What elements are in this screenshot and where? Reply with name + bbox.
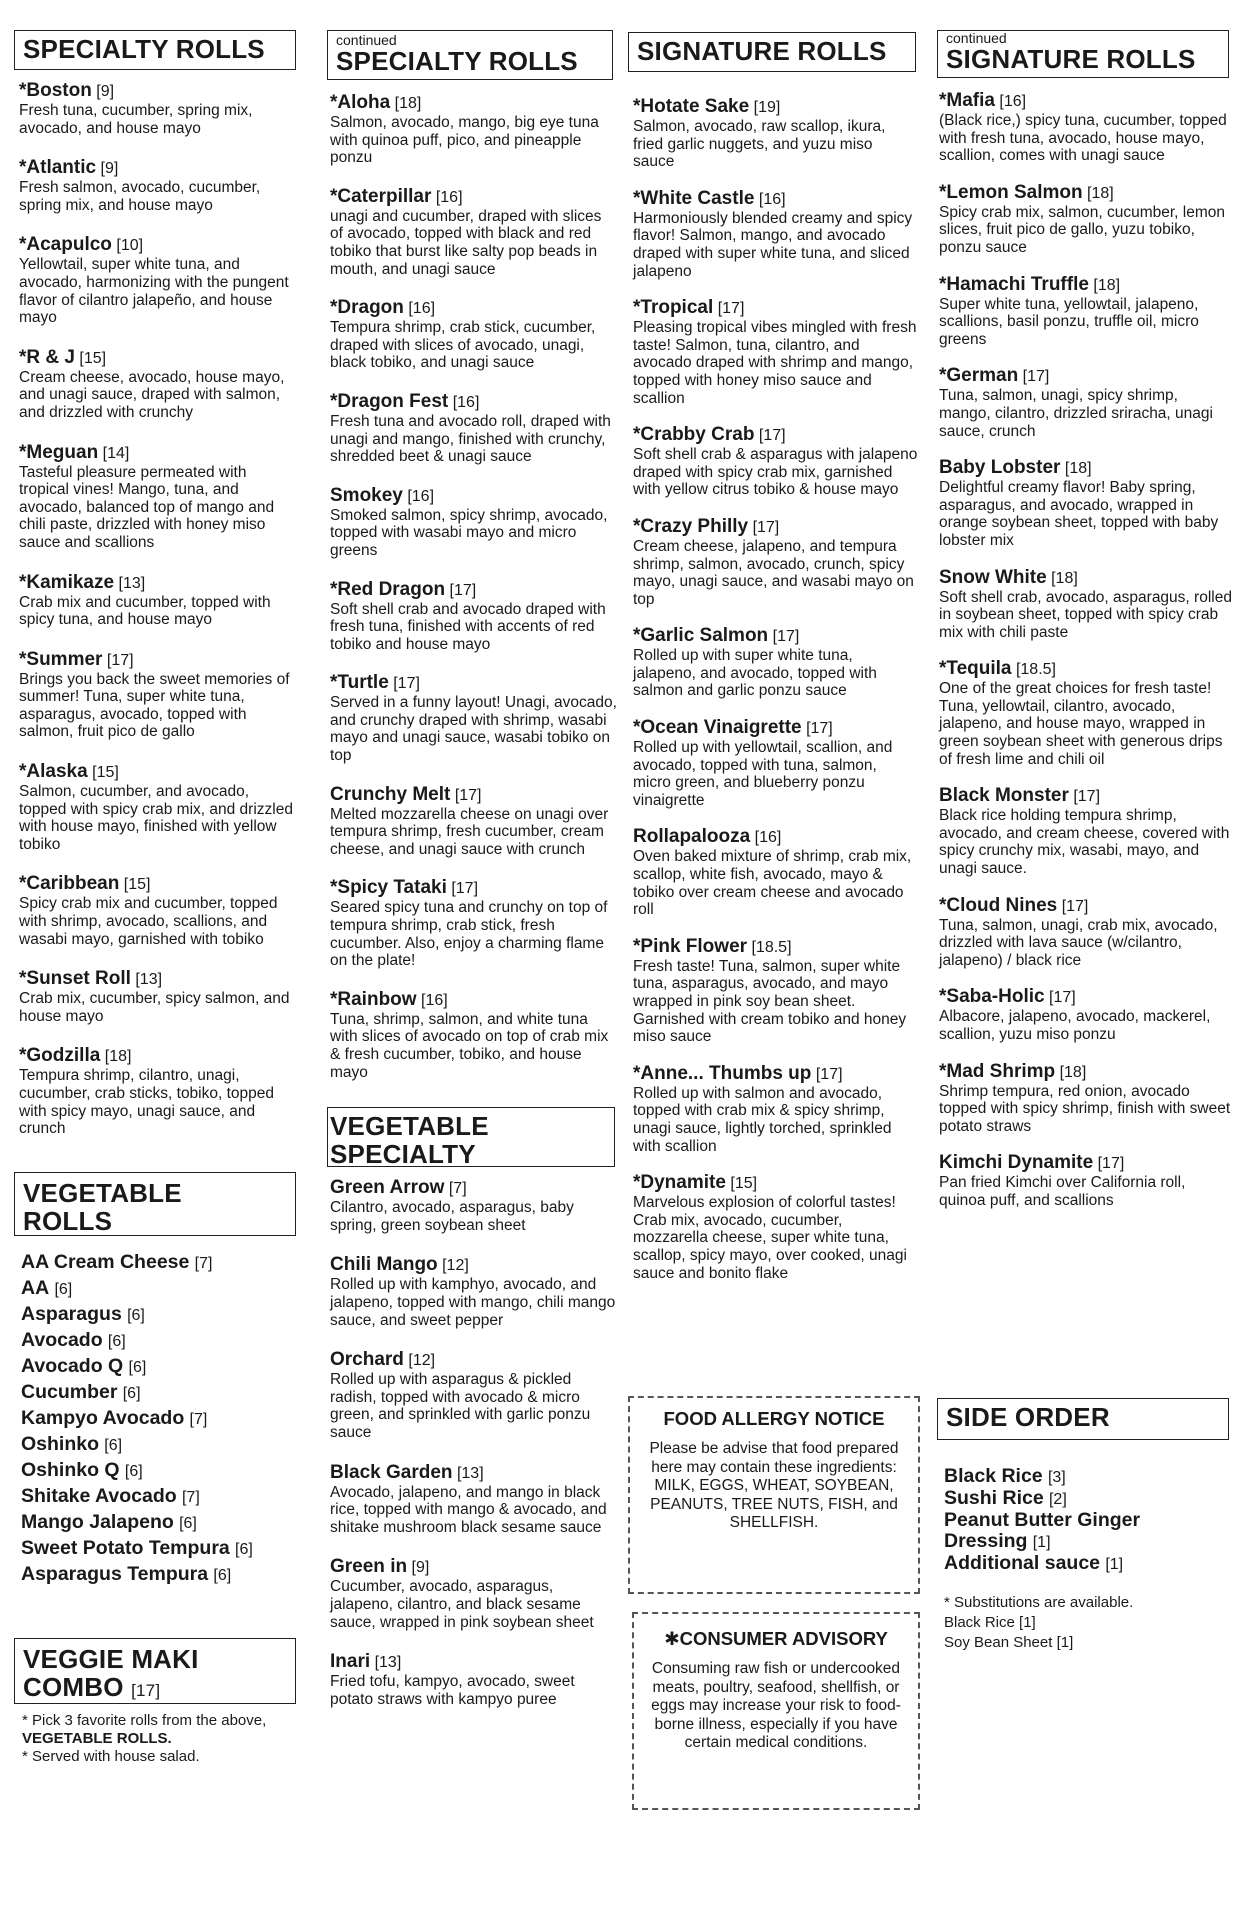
item-price: [17] [1049,989,1076,1007]
menu-item [21,1458,299,1484]
item-description: Delightful creamy flavor! Baby spring, asparagus, and avocado, wrapped in orange soybean sheet, topped with baby lobster mix [939,479,1219,549]
item-description: Salmon, avocado, raw scallop, ikura, fried garlic nuggets, and yuzu miso sauce [633,118,886,171]
item-name: Orchard [330,1349,404,1371]
item-description: Pleasing tropical vibes mingled with fresh taste! Salmon, tuna, cilantro, and avocado draped with shrimp and mango, topped with honey miso sauce and scallion [633,319,917,407]
item-name: *Hamachi Truffle [939,273,1089,295]
item-name: *Crabby Crab [633,424,755,446]
item-description: Salmon, avocado, mango, big eye tuna with quinoa puff, pico, and pineapple ponzu [330,114,599,167]
item-price: [17] [106,651,134,669]
item-price: [16] [407,487,435,505]
item-description: Salmon, cucumber, and avocado, topped with spicy crab mix, and drizzled with house mayo, finished with yellow tobiko [19,783,293,853]
item-name: *Meguan [19,441,99,463]
advisory-text: Consuming raw fish or undercooked meats, poultry, seafood, shellfish, or eggs may increase your risk to food-borne illness, especially if you have certain medical conditions. [651,1660,901,1751]
item-price: [17] [752,518,780,536]
item-name: Oshinko Q [21,1458,120,1481]
item-name: Green Arrow [330,1177,445,1199]
item-name: Black Garden [330,1461,453,1483]
item-description: Oven baked mixture of shrimp, crab mix, scallop, white fish, avocado, mayo & tobiko over cream cheese and avocado roll [633,848,912,919]
menu-item [330,989,617,1081]
item-price: [15] [92,764,119,782]
menu-item [944,1488,1194,1510]
item-description: Super white tuna, yellowtail, jalapeno, scallions, basil ponzu, truffle oil, micro greens [939,295,1199,348]
item-price: [17] [772,628,800,646]
item-name: Kimchi Dynamite [939,1152,1094,1174]
item-description: Spicy crab mix, salmon, cucumber, lemon slices, fruit pico de gallo, yuzu tobiko, ponzu sauce [939,203,1225,256]
item-description: One of the great choices for fresh taste! Tuna, yellowtail, cilantro, avocado, jalapeno, and house mayo, wrapped in green soybean sheet with generous drips of fresh lime and chili oil [939,680,1223,768]
item-description: Fresh taste! Tuna, salmon, super white tuna, asparagus, avocado, and mayo wrapped in pink soy bean sheet. Garnished with cream tobiko and honey miso sauce [633,957,907,1046]
item-description: Fried tofu, kampyo, avocado, sweet potato straws with kampyo puree [330,1673,575,1708]
specialty-rolls-header [14,30,296,70]
item-price: [7] [181,1488,200,1506]
menu-item [21,1432,299,1458]
menu-item [19,968,299,1025]
item-price: [16] [435,188,463,206]
item-price: [6] [235,1540,253,1558]
item-price: [13] [118,574,146,592]
item-name: *Mafia [939,90,995,111]
combo-notes [14,1712,299,1766]
combo-note: * Served with house salad. [22,1747,200,1765]
item-name: *Hotate Sake [633,96,750,117]
item-name: *White Castle [633,187,755,209]
vegetable-specialty-header [327,1107,615,1170]
item-description: Fresh tuna and avocado roll, draped with unagi and mango, finished with crunchy, shredded beet & unagi sauce [330,412,611,466]
menu-item [939,1152,1233,1209]
menu-item [19,761,299,853]
item-description: Served in a funny layout! Unagi, avocado, and crunchy draped with shrimp, wasabi mayo and unagi sauce, wasabi tobiko on top [330,694,617,765]
item-price: [9] [100,160,119,178]
menu-item [19,649,299,741]
item-description: Cilantro, avocado, asparagus, baby spring, green soybean sheet [330,1199,574,1234]
item-description: Rolled up with kamphyo, avocado, and jalapeno, topped with mango, chili mango sauce, and sweet pepper [330,1276,616,1329]
item-price: [7] [194,1254,213,1272]
item-description: Soft shell crab, avocado, asparagus, rolled in soybean sheet, topped with spicy crab mix with chili paste [939,588,1232,641]
menu-item [944,1553,1194,1575]
consumer-advisory [632,1612,920,1810]
item-price: [6] [179,1514,197,1532]
continued-label: continued [336,32,397,48]
vegetable-rolls-header [14,1172,296,1236]
item-description: Crab mix and cucumber, topped with spicy tuna, and house mayo [19,593,271,629]
item-name: Inari [330,1651,371,1673]
menu-item [330,186,617,278]
item-price: [6] [213,1566,232,1584]
menu-item [939,274,1233,349]
item-name: Peanut Butter Ginger Dressing [944,1509,1141,1552]
menu-item [330,1651,617,1708]
item-description: Seared spicy tuna and crunchy on top of tempura shrimp, crab stick, fresh cucumber. Also, enjoy a charming flame on the plate! [330,899,608,970]
item-name: *Godzilla [19,1045,101,1067]
menu-item [330,391,617,466]
item-description: Shrimp tempura, red onion, avocado topped with spicy shrimp, finish with sweet potato straws [939,1082,1231,1135]
item-price: [17] [758,427,786,445]
column-4 [937,30,1233,1227]
item-price: [12] [442,1257,469,1275]
item-name: *Red Dragon [330,578,446,600]
item-description: Marvelous explosion of colorful tastes! Crab mix, avocado, cucumber, mozzarella cheese, super white tuna, scallop, spicy mayo, over cooked, unagi sauce and bonito flake [633,1194,907,1282]
item-name: Sweet Potato Tempura [21,1536,230,1559]
menu-item [633,826,918,918]
specialty-rolls-continued-header [327,30,613,80]
item-price: [7] [189,1410,208,1428]
item-name: Asparagus [21,1302,122,1325]
menu-item [939,365,1233,440]
item-description: Harmoniously blended creamy and spicy flavor! Salmon, mango, and avocado draped with super white tuna, and sliced jalapeno [633,209,913,280]
item-price: [19] [753,99,781,116]
item-name: *Mad Shrimp [939,1060,1056,1082]
menu-item [19,442,299,552]
menu-item [939,658,1233,768]
item-description: Rolled up with salmon and avocado, topped with crab mix & spicy shrimp, unagi sauce, lightly torched, sprinkled with scallion [633,1084,892,1155]
item-name: Oshinko [21,1432,100,1455]
menu-item [330,1462,617,1537]
item-description: Spicy crab mix and cucumber, topped with shrimp, avocado, scallions, and wasabi mayo, garnished with tobiko [19,895,278,948]
item-price: [13] [135,971,163,989]
menu-item [944,1510,1194,1553]
item-name: *Kamikaze [19,571,115,593]
signature-rolls-continued-header [937,30,1229,78]
item-name: Sushi Rice [944,1487,1044,1509]
item-name: *Saba-Holic [939,986,1045,1008]
item-description: Fresh salmon, avocado, cucumber, spring mix, and house mayo [19,179,261,214]
item-price: [9] [96,83,115,100]
item-description: Rolled up with yellowtail, scallion, and avocado, topped with tuna, salmon, micro green, and blueberry ponzu vinaigrette [633,739,893,809]
menu-item [939,986,1233,1043]
item-price: [18.5] [751,938,792,956]
item-name: Avocado Q [21,1354,124,1377]
item-name: *Rainbow [330,988,417,1010]
item-name: AA [21,1276,50,1299]
item-description: Soft shell crab & asparagus with jalapeno draped with spicy crab mix, garnished with yellow citrus tobiko & house mayo [633,446,918,499]
item-price: [15] [79,349,107,367]
item-price: [16] [754,829,782,847]
item-name: *Lemon Salmon [939,181,1083,203]
item-name: *Tequila [939,658,1012,680]
item-name: *Ocean Vinaigrette [633,717,802,739]
signature-rolls-list [937,90,1233,1210]
item-price: [2] [1048,1491,1067,1508]
item-name: *Boston [19,80,92,101]
section-title: SIDE ORDER [946,1402,1110,1432]
menu-item [633,1063,918,1155]
item-price: [6] [122,1384,141,1402]
section-title: SPECIALTY ROLLS [336,46,578,76]
menu-item [330,1349,617,1441]
item-price: [16] [408,300,436,318]
item-description: Tasteful pleasure permeated with tropical vines! Mango, tuna, and avocado, balanced top of mango and chili paste, drizzled with honey miso sauce and scallions [19,463,275,551]
item-price: [18] [1059,1063,1087,1081]
combo-price: [17] [131,1680,161,1700]
item-price: [12] [408,1352,436,1370]
item-description: Crab mix, cucumber, spicy salmon, and house mayo [19,990,290,1025]
item-name: *R & J [19,346,75,368]
item-description: (Black rice,) spicy tuna, cucumber, topped with fresh tuna, avocado, house mayo, scallion, comes with unagi sauce [939,112,1227,165]
menu-item [19,157,299,214]
signature-rolls-header [628,32,916,72]
item-price: [1] [1105,1556,1124,1573]
menu-item [19,572,299,629]
substitution-note: * Substitutions are available. [944,1594,1134,1611]
allergy-text: Please be advise that food prepared here may contain these ingredients: [649,1440,899,1476]
item-name: *Summer [19,648,103,670]
item-name: Avocado [21,1328,103,1351]
menu-item [330,485,617,560]
item-name: *Acapulco [19,234,112,256]
item-description: Tempura shrimp, crab stick, cucumber, draped with slices of avocado, unagi, black tobiko, and unagi sauce [330,319,596,372]
item-description: Pan fried Kimchi over California roll, quinoa puff, and scallions [939,1174,1186,1209]
item-description: Tuna, salmon, unagi, spicy shrimp, mango, cilantro, drizzled sriracha, unagi sauce, crunch [939,387,1213,440]
signature-rolls-list [628,96,918,1282]
section-title: SIGNATURE ROLLS [946,44,1196,74]
menu-item [330,784,617,859]
menu-item [939,895,1233,970]
item-description: Avocado, jalapeno, and mango in black rice, topped with mango & avocado, and shitake mushroom black sesame sauce [330,1483,607,1536]
item-price: [9] [411,1559,430,1577]
item-description: Black rice holding tempura shrimp, avocado, and cream cheese, covered with spicy crunchy mix, wasabi, mayo, and unagi sauce. [939,807,1230,878]
menu-item [939,1061,1233,1136]
item-price: [18] [1087,184,1114,202]
vegetable-specialty-list [327,1177,617,1708]
menu-item [21,1354,299,1380]
item-price: [15] [123,876,151,894]
specialty-rolls-list [327,92,617,1081]
item-price: [6] [107,1332,126,1350]
menu-item [939,182,1233,257]
item-description: Brings you back the sweet memories of summer! Tuna, super white tuna, asparagus, avocado, topped with salmon, fruit pico de gallo [19,670,290,741]
item-name: Chili Mango [330,1254,438,1276]
menu-item [633,424,918,499]
item-price: [18] [394,95,422,112]
item-price: [17] [1022,368,1050,386]
continued-label: continued [946,30,1007,46]
item-name: *Atlantic [19,157,97,179]
item-price: [3] [1047,1469,1066,1486]
item-price: [17] [393,675,420,693]
menu-item [944,1466,1194,1488]
item-price: [1] [1032,1534,1051,1551]
menu-item [21,1510,299,1536]
menu-item [633,188,918,280]
substitution-item: Soy Bean Sheet [1] [944,1634,1074,1651]
item-description: Fresh tuna, cucumber, spring mix, avocado, and house mayo [19,102,253,137]
item-name: Green in [330,1556,408,1578]
menu-item [21,1276,299,1302]
item-description: Tuna, shrimp, salmon, and white tuna with slices of avocado on top of crab mix & fresh cucumber, tobiko, and house mayo [330,1010,609,1081]
combo-note-bold: VEGETABLE ROLLS. [22,1729,172,1747]
item-price: [17] [806,720,833,738]
item-price: [17] [1061,897,1089,915]
menu-item [21,1536,299,1562]
item-description: unagi and cucumber, draped with slices of avocado, topped with black and red tobiko that burst like salty pop beads in mouth, and unagi sauce [330,207,602,278]
menu-item [330,672,617,764]
advisory-title: ✱CONSUMER ADVISORY [664,1628,888,1649]
item-price: [17] [449,581,477,599]
item-name: *Alaska [19,761,88,783]
substitution-item: Black Rice [1] [944,1614,1036,1631]
item-name: *Anne... Thumbs up [633,1062,812,1084]
item-name: *Garlic Salmon [633,625,769,647]
item-name: Asparagus Tempura [21,1562,209,1585]
item-price: [18] [1093,276,1121,294]
menu-item [330,1556,617,1631]
item-price: [6] [124,1462,143,1480]
menu-item [19,234,299,326]
veggie-combo-header [14,1638,296,1704]
side-order-header [937,1398,1229,1440]
specialty-rolls-list [14,80,299,1138]
item-price: [17] [1073,788,1101,806]
menu-item [330,92,617,167]
menu-item [330,1177,617,1234]
item-price: [17] [454,786,482,804]
item-name: Shitake Avocado [21,1484,177,1507]
item-name: Cucumber [21,1380,118,1403]
item-name: Baby Lobster [939,457,1061,479]
menu-item [939,567,1233,642]
menu-item [330,1254,617,1329]
item-price: [18] [1064,460,1092,478]
item-description: Tuna, salmon, unagi, crab mix, avocado, drizzled with lava sauce (w/cilantro, jalapeno) / black rice [939,916,1218,969]
food-allergy-notice [628,1396,920,1594]
item-name: Additional sauce [944,1552,1101,1574]
item-name: *Dragon [330,297,404,319]
item-price: [6] [54,1280,73,1298]
section-title: SPECIALTY ROLLS [23,34,265,64]
item-name: *Cloud Nines [939,894,1058,916]
menu-item [330,297,617,372]
item-name: Snow White [939,566,1047,588]
item-name: *Tropical [633,297,714,319]
item-description: Cream cheese, avocado, house mayo, and unagi sauce, draped with salmon, and drizzled with crunchy [19,368,285,421]
item-name: Mango Jalapeno [21,1510,174,1533]
item-price: [17] [451,880,479,898]
section-title: VEGGIE MAKI COMBO [23,1643,199,1702]
item-name: *Sunset Roll [19,968,131,990]
item-price: [16] [999,93,1027,110]
item-name: *Turtle [330,672,389,694]
menu-item [19,873,299,948]
item-description: Melted mozzarella cheese on unagi over tempura shrimp, fresh cucumber, cream cheese, and unagi sauce with crunch [330,805,609,858]
column-1 [14,30,299,1766]
allergy-list: MILK, EGGS, WHEAT, SOYBEAN, PEANUTS, TREE NUTS, FISH, and SHELLFISH. [650,1477,898,1531]
menu-item [21,1302,299,1328]
item-description: Smoked salmon, spicy shrimp, avocado, topped with wasabi mayo and micro greens [330,506,608,559]
menu-item [330,877,617,969]
item-price: [16] [421,991,448,1009]
item-price: [17] [815,1065,843,1083]
item-name: *Aloha [330,92,391,113]
item-description: Albacore, jalapeno, avocado, mackerel, scallion, yuzu miso ponzu [939,1008,1211,1043]
menu-item [633,1172,918,1282]
menu-item [21,1484,299,1510]
item-price: [16] [452,393,480,411]
item-price: [17] [1097,1155,1125,1173]
item-price: [13] [456,1464,484,1482]
item-name: *Dynamite [633,1172,726,1194]
item-name: *Pink Flower [633,935,748,957]
item-description: Yellowtail, super white tuna, and avocado, harmonizing with the pungent flavor of cilantro jalapeño, and house mayo [19,256,289,327]
menu-item [633,96,918,171]
item-price: [13] [374,1654,402,1672]
menu-item [939,457,1233,549]
item-name: Kampyo Avocado [21,1406,185,1429]
item-name: *Spicy Tataki [330,877,447,899]
menu-item [21,1328,299,1354]
item-name: Rollapalooza [633,826,751,848]
menu-item [19,1045,299,1137]
item-price: [6] [104,1436,123,1454]
item-description: Rolled up with asparagus & pickled radish, topped with avocado & micro green, and sprinkled with garlic ponzu sauce [330,1371,591,1441]
substitution-notes [937,1593,1233,1653]
menu-item [939,785,1233,877]
item-name: *Crazy Philly [633,515,749,537]
item-price: [14] [102,444,130,462]
menu-item [19,347,299,422]
item-price: [7] [448,1180,467,1198]
item-price: [6] [127,1306,145,1324]
item-name: *Caribbean [19,873,120,895]
item-name: Black Monster [939,785,1069,807]
menu-item [19,80,299,137]
section-title: VEGETABLE ROLLS [23,1177,182,1236]
section-title: VEGETABLE SPECIALTY [330,1111,489,1170]
menu-item [633,936,918,1046]
menu-item [633,717,918,809]
menu-item [21,1562,299,1588]
item-name: Black Rice [944,1465,1043,1487]
section-title: SIGNATURE ROLLS [637,36,887,66]
side-order-section [937,1398,1233,1653]
item-description: Rolled up with super white tuna, jalapeno, and avocado, topped with salmon and garlic ponzu sauce [633,647,877,700]
item-name: Crunchy Melt [330,783,451,805]
side-order-list [937,1466,1194,1575]
item-price: [16] [758,190,786,208]
item-name: AA Cream Cheese [21,1250,190,1273]
item-price: [18] [104,1048,132,1066]
item-description: Tempura shrimp, cilantro, unagi, cucumber, crab sticks, tobiko, topped with spicy mayo, unagi sauce, and crunch [19,1067,275,1138]
menu-item [939,90,1233,165]
menu-item [21,1380,299,1406]
combo-note: * Pick 3 favorite rolls from the above, [22,1711,267,1729]
vegetable-rolls-list [14,1250,299,1588]
item-description: Cream cheese, jalapeno, and tempura shrimp, salmon, avocado, crunch, spicy mayo, unagi sauce, and wasabi mayo on top [633,537,914,608]
menu-item [21,1406,299,1432]
column-3 [628,30,918,1299]
item-price: [17] [717,300,745,318]
menu-item [330,579,617,654]
item-price: [18.5] [1015,661,1056,679]
column-2 [327,30,617,1728]
item-name: *Dragon Fest [330,390,449,412]
item-name: *German [939,365,1019,387]
menu-item [21,1250,299,1276]
menu-item [633,297,918,407]
item-description: Soft shell crab and avocado draped with fresh tuna, finished with accents of red tobiko and house mayo [330,600,606,653]
menu-item [633,516,918,608]
item-description: Cucumber, avocado, asparagus, jalapeno, cilantro, and black sesame sauce, wrapped in pink soybean sheet [330,1578,594,1631]
item-price: [6] [128,1358,147,1376]
item-name: Smokey [330,484,403,506]
item-name: *Caterpillar [330,185,432,207]
item-price: [10] [116,237,144,255]
item-price: [18] [1051,569,1078,587]
menu-item [633,625,918,700]
item-price: [15] [730,1175,758,1193]
allergy-title: FOOD ALLERGY NOTICE [663,1408,885,1429]
